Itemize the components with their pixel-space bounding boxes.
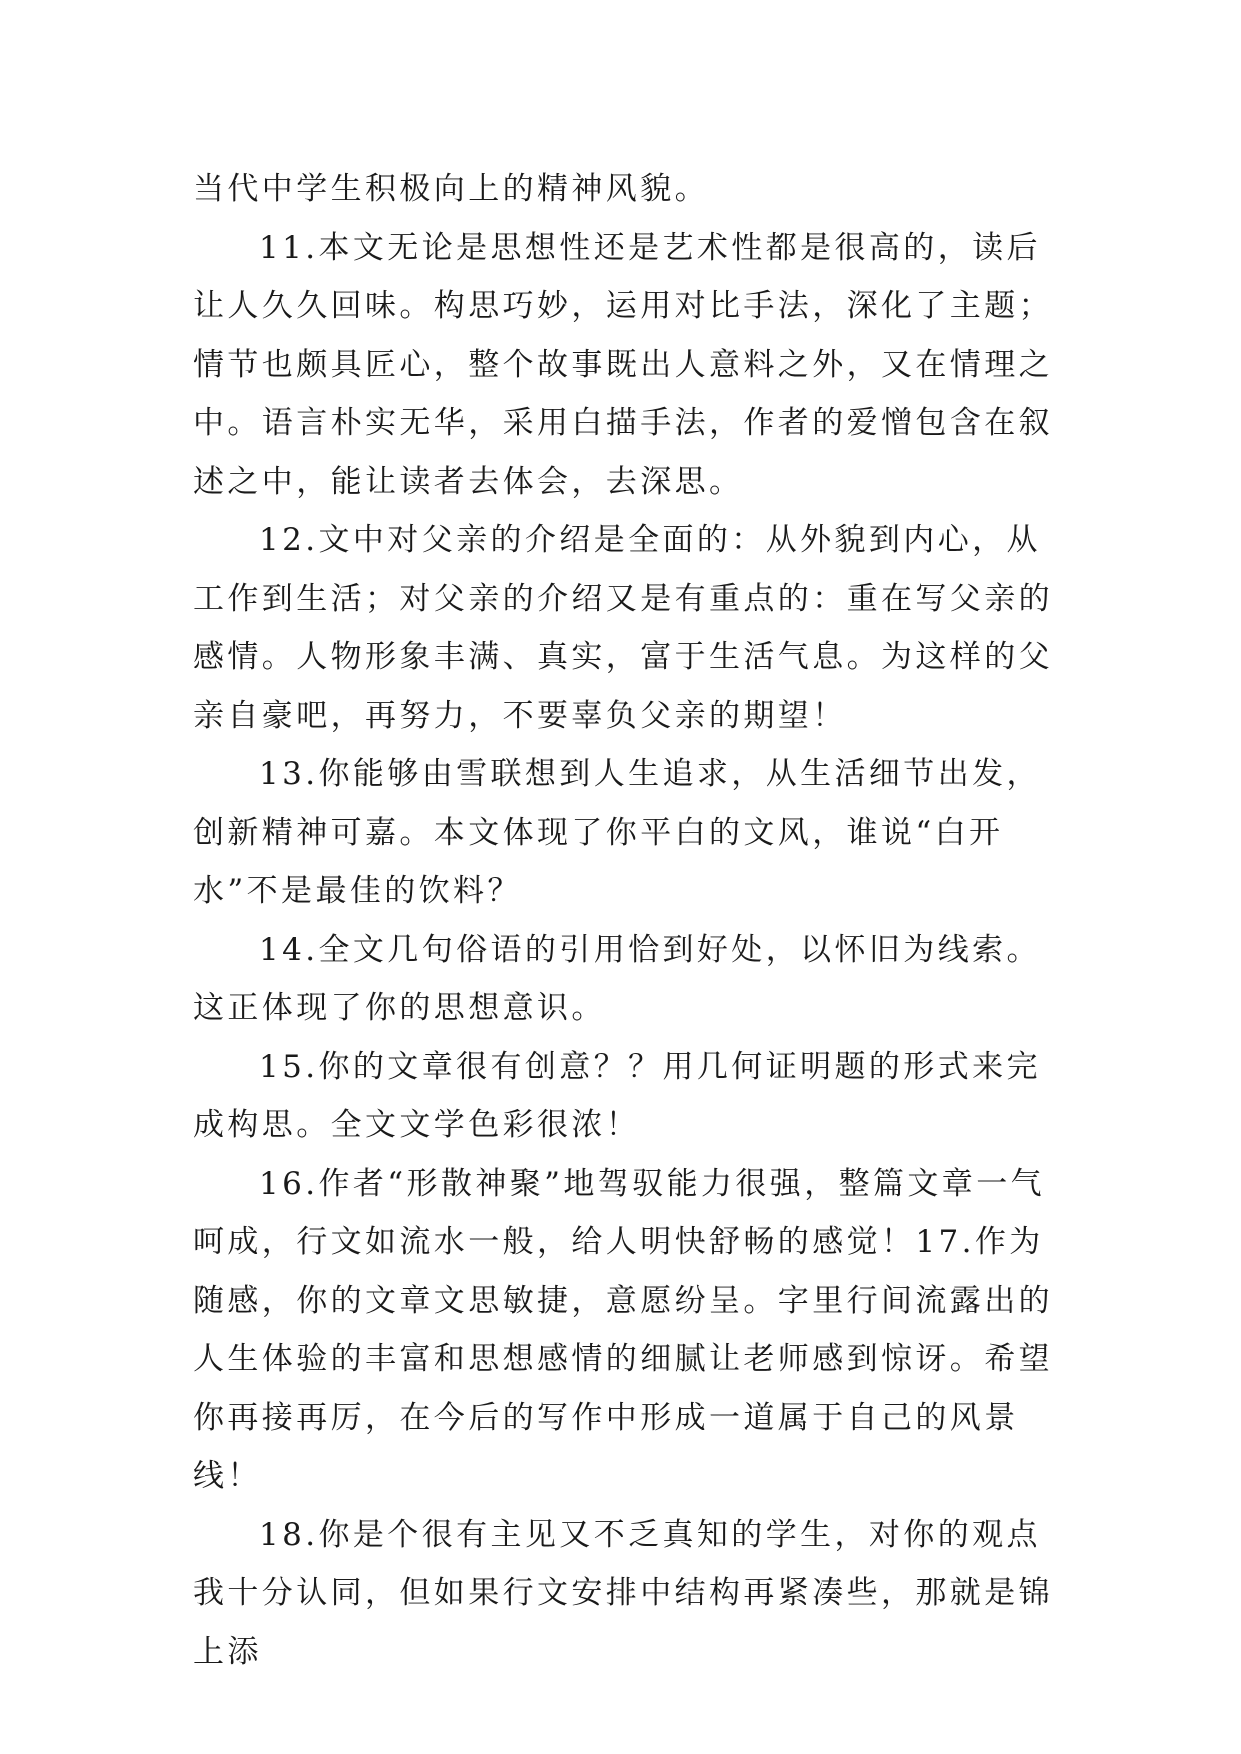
paragraph-comment-14: 14.全文几句俗语的引用恰到好处，以怀旧为线索。这正体现了你的思想意识。 — [193, 931, 1041, 1026]
paragraph-comment-11: 11.本文无论是思想性还是艺术性都是很高的，读后让人久久回味。构思巧妙，运用对比手法，深化了主题；情节也颇具匠心，整个故事既出人意料之外，又在情理之中。语言朴实无华，采用白描手法，作者的爱憎包含在叙述之中，能让读者去体会，去深思。 — [193, 229, 1053, 500]
paragraph-comment-16-17: 16.作者“形散神聚”地驾驭能力很强，整篇文章一气呵成，行文如流水一般，给人明快舒畅的感觉！17.作为随感，你的文章文思敏捷，意愿纷呈。字里行间流露出的人生体验的丰富和思想感情的细腻让老师感到惊讶。希望你再接再厉，在今后的写作中形成一道属于自己的风景线！ — [193, 1165, 1053, 1494]
paragraph-comment-18: 18.你是个很有主见又不乏真知的学生，对你的观点我十分认同，但如果行文安排中结构再紧凑些，那就是锦上添 — [193, 1516, 1053, 1670]
document-body — [193, 160, 1053, 1681]
paragraph-comment-15: 15.你的文章很有创意？？用几何证明题的形式来完成构思。全文文学色彩很浓！ — [193, 1048, 1041, 1143]
paragraph-comment-13: 13.你能够由雪联想到人生追求，从生活细节出发，创新精神可嘉。本文体现了你平白的文风，谁说“白开水”不是最佳的饮料？ — [193, 756, 1041, 909]
paragraph-continuation: 当代中学生积极向上的精神风貌。 — [193, 171, 709, 207]
paragraph-comment-12: 12.文中对父亲的介绍是全面的：从外貌到内心，从工作到生活；对父亲的介绍又是有重点的：重在写父亲的感情。人物形象丰满、真实，富于生活气息。为这样的父亲自豪吧，再努力，不要辜负父亲的期望！ — [193, 522, 1053, 734]
